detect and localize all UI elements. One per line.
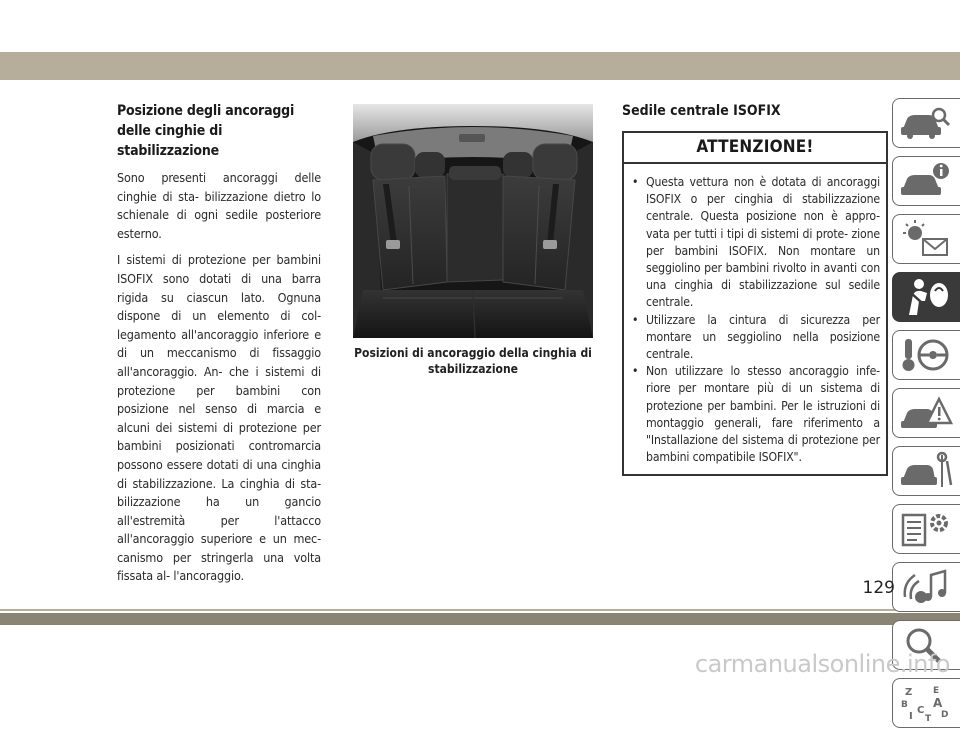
tab-safety[interactable] — [892, 272, 960, 322]
left-paragraph-1: Sono presenti ancoraggi delle cinghie di sta- bilizzazione dietro lo schienale di ogni sedile posteriore esterno. — [117, 170, 321, 241]
warning-item — [632, 312, 880, 364]
index-letter: C — [917, 705, 925, 716]
tab-technical-specifications[interactable] — [892, 504, 960, 554]
right-text-column — [622, 101, 888, 476]
tab-in-case-of-emergency[interactable] — [892, 388, 960, 438]
left-outer-headrest — [371, 144, 415, 180]
interior-light — [459, 134, 485, 142]
seat-safety-airbag-icon — [899, 277, 953, 317]
warning-title: ATTENZIONE! — [624, 133, 886, 164]
tab-servicing-maintenance[interactable] — [892, 446, 960, 496]
index-letter: Z — [905, 687, 913, 698]
warning-list — [624, 164, 886, 474]
page-number: 129 — [862, 578, 895, 598]
tab-multimedia[interactable] — [892, 562, 960, 612]
left-inner-headrest — [415, 152, 445, 178]
left-section-heading: Posizione degli ancoraggi delle cinghie di stabilizzazione — [117, 103, 295, 159]
seatback-illustration — [353, 104, 593, 338]
center-seatback — [447, 174, 503, 282]
right-anchor-buckle — [543, 240, 557, 249]
car-search-icon — [899, 103, 953, 143]
index-letter: B — [901, 700, 908, 710]
alphabetical-index-icon — [899, 683, 953, 723]
index-letter: D — [941, 710, 949, 720]
warning-lights-message-icon — [899, 219, 953, 259]
key-steering-wheel-icon — [899, 335, 953, 375]
figure-caption: Posizioni di ancoraggio della cinghia di stabilizzazione — [354, 346, 592, 376]
index-letter: A — [933, 696, 943, 710]
tab-getting-to-know[interactable] — [892, 98, 960, 148]
right-outer-headrest — [533, 144, 577, 180]
warning-text: Non utilizzare lo stesso ancoraggio infe- riore per montare più di un sistema di protezione per bambini. Per le istruzioni di montaggio generali, fare riferimento a "Installazione del sistema di protezione per bambini compatibile ISOFIX". — [646, 364, 880, 465]
multimedia-music-icon — [899, 567, 953, 607]
chapter-tabs — [892, 98, 960, 736]
bottom-footer-band — [0, 613, 960, 625]
index-letter: I — [909, 711, 913, 722]
watermark: carmanualsonline.info — [694, 650, 950, 678]
left-paragraph-2: I sistemi di protezione per bambini ISOFIX sono dotati di una barra rigida su ciascun lato. Ognuna dispone di un elemento di col- legamento all'ancoraggio inferiore e di un meccanismo di fissaggio all'ancoraggio. An- che i sistemi di protezione per bambini con posizione nel senso di marcia e alcuni dei sistemi di protezione per bambini posizionati contromarcia possono essere dotati di una cinghia di stabilizzazione. La cinghia di sta- bilizzazione ha un gancio all'estremità per l'attacco all'ancoraggio superiore e un mec- canismo per stringerla una volta fissata al- l'ancoraggio. — [117, 252, 321, 584]
index-letter: E — [933, 686, 940, 696]
left-text-column — [117, 101, 321, 594]
right-section-heading: Sedile centrale ISOFIX — [622, 103, 781, 119]
warning-item — [632, 363, 880, 466]
warning-text: Questa vettura non è dotata di ancoraggi ISOFIX o per cinghia di stabilizzazione centrale. Questa posizione non è appro- vata per tutti i tipi di sistemi di prote- zione per bambini ISOFIX. Non montare un seggiolino per bambini rivolto in avanti con una cinghia di stabilizzazione sul sedile centrale. — [646, 175, 880, 310]
car-warning-triangle-icon — [899, 393, 953, 433]
warning-item — [632, 174, 880, 312]
tab-index[interactable] — [892, 678, 960, 728]
car-info-icon — [899, 161, 953, 201]
left-anchor-buckle — [386, 240, 400, 249]
index-letter: T — [925, 714, 932, 724]
bullet-icon: • — [632, 364, 639, 379]
tab-warning-lights[interactable] — [892, 214, 960, 264]
warning-text: Utilizzare la cintura di sicurezza per montare un seggiolino nella posizione centrale. — [646, 312, 880, 362]
specifications-gear-icon — [899, 509, 953, 549]
cargo-seat-anchor-photo — [353, 104, 593, 338]
warning-box — [622, 131, 888, 476]
center-headrest — [449, 166, 501, 180]
left-seatback — [373, 176, 447, 290]
top-header-band — [0, 52, 960, 80]
tab-starting-operating[interactable] — [892, 330, 960, 380]
bullet-icon: • — [632, 175, 639, 189]
bullet-icon: • — [632, 312, 639, 327]
footer-rule — [0, 609, 960, 611]
car-tools-icon — [899, 451, 953, 491]
tab-vehicle-info[interactable] — [892, 156, 960, 206]
right-inner-headrest — [503, 152, 533, 178]
